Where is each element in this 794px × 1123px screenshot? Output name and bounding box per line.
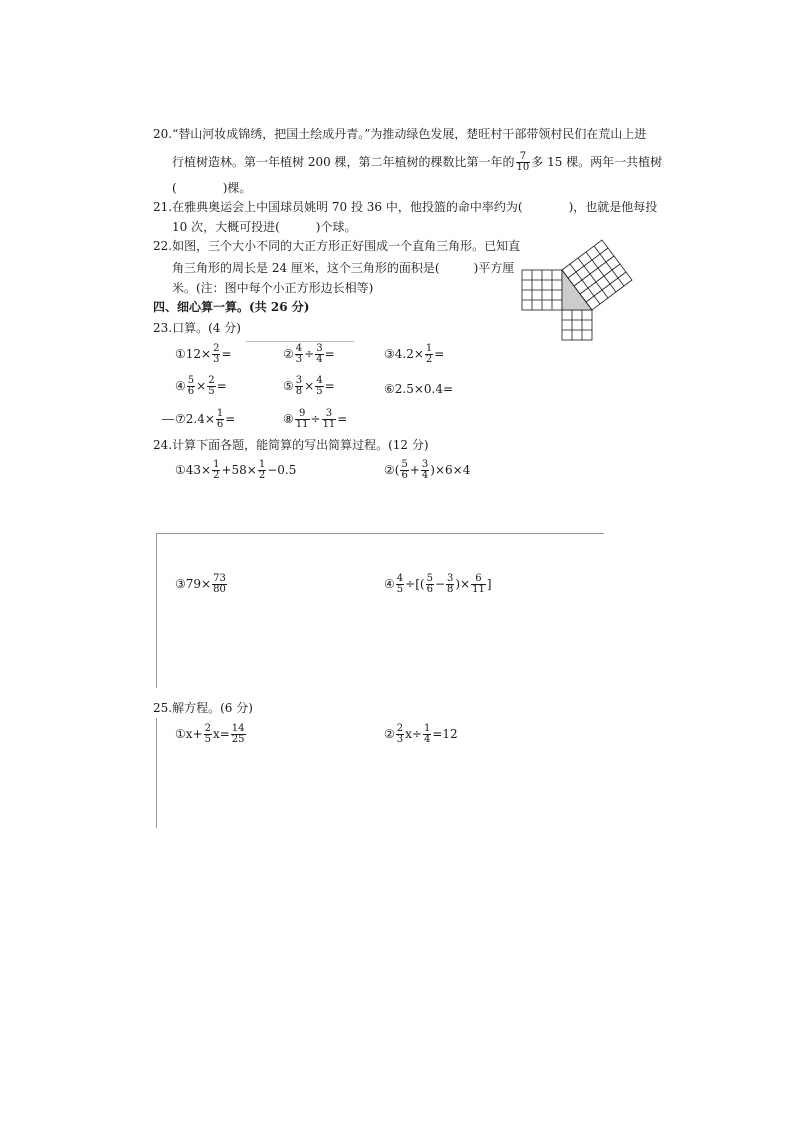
q23-item-7 [175, 409, 235, 430]
q24-item-3-den: 80 [213, 584, 226, 595]
q23-item-8-num-a: 9 [295, 409, 310, 420]
q23-item-5 [283, 376, 335, 397]
left-square-grid [522, 270, 562, 310]
q22-line2-text-b: )平方厘 [473, 261, 515, 275]
q21-line1-text-b: )，也就是他每投 [568, 200, 658, 214]
q20-blank-close: )棵。 [222, 181, 252, 195]
q24-item-2-c: )×6×4 [430, 463, 471, 477]
q23-item-4-pre: ④ [175, 379, 186, 393]
q20-blank-open: ( [172, 181, 177, 195]
q25-item-1-den-a: 5 [204, 734, 211, 745]
q25-item-2-den-a: 3 [396, 734, 404, 745]
scan-border-top [156, 533, 604, 534]
q24-item-1 [175, 460, 296, 481]
q24-item-4-num-d: 6 [471, 574, 486, 585]
q23-item-7-den: 6 [216, 419, 224, 430]
q24-item-2-fraction-a [400, 460, 408, 481]
q24-item-4-c: − [434, 577, 445, 591]
q23-item-3-den: 2 [425, 354, 433, 365]
q25-title: 25.解方程。(6 分) [153, 701, 253, 715]
pythagoras-squares-figure [521, 236, 643, 342]
q23-item-3-num: 1 [425, 343, 433, 354]
q24-item-4-fraction-d [471, 574, 486, 595]
q24-item-2-a: ②( [384, 463, 400, 477]
scan-mark-line [246, 341, 354, 342]
q23-item-1-num: 2 [213, 343, 220, 354]
q24-item-4 [384, 574, 492, 595]
q22-line3: 米。(注：图中每个小正方形边长相等) [172, 281, 374, 295]
q23-item-1-post: = [221, 347, 232, 361]
q21-line2-text-a: 10 次，大概可投进( [172, 220, 280, 234]
q20-fraction-numerator: 7 [516, 152, 531, 163]
q23-item-1-fraction [212, 344, 220, 365]
q23-item-8 [283, 409, 347, 430]
q24-item-3 [175, 574, 228, 595]
q23-item-8-fraction-b [322, 409, 337, 430]
q23-item-4-num-b: 2 [208, 375, 215, 386]
q24-item-1-fraction-a [212, 460, 220, 481]
q25-item-1-fraction-b [231, 724, 246, 745]
q23-item-4-post: = [216, 379, 227, 393]
q23-item-2-num-a: 4 [295, 343, 303, 354]
q24-item-2-den-a: 6 [401, 470, 408, 481]
q23-item-2-den-b: 4 [316, 354, 323, 365]
q23-item-3 [384, 344, 444, 365]
q24-item-1-num-b: 1 [258, 459, 266, 470]
q24-item-4-den-d: 11 [472, 584, 485, 595]
q25-item-2-b: x÷ [405, 727, 422, 741]
q25-item-1-b: x= [212, 727, 230, 741]
q24-item-3-fraction [212, 574, 227, 595]
q23-item-8-post: = [337, 412, 348, 426]
q23-item-8-den-a: 11 [295, 419, 309, 430]
q24-item-2-b: + [409, 463, 420, 477]
q23-item-3-pre: ③4.2× [384, 347, 424, 361]
q25-item-2-num-a: 2 [396, 723, 404, 734]
q23-item-8-num-b: 3 [322, 409, 337, 420]
q23-item-5-num-b: 4 [316, 375, 323, 386]
q22-line2 [172, 260, 514, 276]
q24-item-3-a: ③79× [175, 577, 212, 591]
q21-line1-text-a: 21.在雅典奥运会上中国球员姚明 70 投 36 中，他投篮的命中率约为( [153, 200, 523, 214]
q24-item-4-e: )× [455, 577, 471, 591]
q24-item-4-den-a: 5 [396, 584, 404, 595]
q23-item-5-pre: ⑤ [283, 379, 294, 393]
q23-item-8-fraction-a [295, 409, 310, 430]
q24-item-4-num-c: 3 [447, 573, 454, 584]
q20-line2 [172, 152, 662, 173]
q23-item-4 [175, 376, 227, 397]
q23-item-2-num-b: 3 [316, 343, 323, 354]
q24-item-1-den-b: 2 [258, 470, 266, 481]
q20-fraction [516, 152, 531, 173]
q21-line2-text-b: )个球。 [315, 220, 357, 234]
q23-item-2 [283, 344, 335, 365]
q24-item-4-num-b: 5 [426, 573, 433, 584]
q25-item-2 [384, 724, 458, 745]
q23-item-6-text: ⑥2.5×0.4= [384, 382, 454, 396]
scan-border-left [156, 533, 157, 688]
q25-item-1-den-b: 25 [231, 734, 245, 745]
bottom-square-grid [562, 310, 592, 340]
q24-item-1-c: −0.5 [267, 463, 297, 477]
q24-item-4-num-a: 4 [396, 573, 404, 584]
q24-title: 24.计算下面各题，能简算的写出简算过程。(12 分) [153, 438, 429, 452]
q25-item-1 [175, 724, 247, 745]
q23-item-7-num: 1 [216, 408, 224, 419]
q24-item-4-f: ] [486, 577, 492, 591]
q23-item-4-fraction-a [187, 376, 195, 397]
q23-item-4-num-a: 5 [187, 375, 195, 386]
q23-item-7-post: = [225, 412, 236, 426]
q24-item-4-fraction-b [426, 574, 434, 595]
q23-item-8-den-b: 11 [322, 419, 336, 430]
q23-item-1-pre: ①12× [175, 347, 212, 361]
section-4-heading: 四、细心算一算。(共 26 分) [153, 300, 310, 314]
q24-item-2-num-a: 5 [401, 459, 408, 470]
q23-item-7-fraction [216, 409, 224, 430]
q23-item-1 [175, 344, 232, 365]
scan-border-left-2 [156, 718, 157, 828]
q21-line2 [172, 219, 356, 235]
q25-item-2-fraction-a [396, 724, 404, 745]
q24-item-4-b: ÷[( [405, 577, 425, 591]
q23-item-4-den-a: 6 [187, 386, 195, 397]
scan-mark-dash [162, 419, 174, 420]
q24-item-1-a: ①43× [175, 463, 212, 477]
q23-item-6 [384, 382, 453, 396]
q23-item-2-fraction-b [315, 344, 323, 365]
q25-item-2-c: =12 [432, 727, 458, 741]
q23-item-7-pre: ⑦2.4× [175, 412, 215, 426]
q23-title: 23.口算。(4 分) [153, 321, 241, 335]
q24-item-2 [384, 460, 470, 481]
q25-item-2-fraction-b [423, 724, 431, 745]
q24-item-1-num-a: 1 [213, 459, 220, 470]
q25-item-2-a: ② [384, 727, 395, 741]
q24-item-4-den-c: 8 [447, 584, 454, 595]
q24-item-4-fraction-c [446, 574, 454, 595]
q25-item-1-num-a: 2 [204, 723, 211, 734]
q23-item-8-op: ÷ [310, 412, 321, 426]
q24-item-1-b: +58× [221, 463, 257, 477]
q24-item-1-fraction-b [258, 460, 266, 481]
q23-item-5-den-a: 8 [295, 386, 303, 397]
q23-item-5-op: × [304, 379, 315, 393]
q23-item-5-fraction-a [295, 376, 303, 397]
q23-item-4-op: × [196, 379, 207, 393]
q25-item-2-num-b: 1 [423, 723, 431, 734]
q23-item-2-fraction-a [295, 344, 303, 365]
q23-item-3-fraction [425, 344, 433, 365]
q23-item-2-op: ÷ [304, 347, 315, 361]
q25-item-1-a: ①x+ [175, 727, 203, 741]
q23-item-4-fraction-b [207, 376, 215, 397]
q23-item-5-fraction-b [315, 376, 323, 397]
q22-line1: 22.如图，三个大小不同的大正方形正好围成一个直角三角形。已知直 [153, 239, 521, 253]
q24-item-4-den-b: 6 [426, 584, 433, 595]
q23-item-3-post: = [434, 347, 445, 361]
q24-item-2-num-b: 3 [421, 459, 429, 470]
q25-item-1-num-b: 14 [231, 723, 245, 734]
q24-item-4-a: ④ [384, 577, 395, 591]
q23-item-2-den-a: 3 [295, 354, 303, 365]
q20-line2-text-b: 多 15 棵。两年一共植树 [531, 155, 663, 169]
q23-item-2-pre: ② [283, 347, 294, 361]
q24-item-1-den-a: 2 [213, 470, 220, 481]
q25-item-1-fraction-a [204, 724, 212, 745]
q24-item-2-den-b: 4 [421, 470, 429, 481]
q20-line1: 20.“替山河妆成锦绣，把国土绘成丹青。”为推动绿色发展，楚旺村干部带领村民们在荒山上进 [153, 127, 647, 141]
q21-line1 [153, 199, 657, 215]
q20-line2-text-a: 行植树造林。第一年植树 200 棵，第二年植树的棵数比第一年的 [172, 155, 515, 169]
q23-item-4-den-b: 5 [208, 386, 215, 397]
q24-item-3-num: 73 [213, 573, 226, 584]
q25-item-2-den-b: 4 [423, 734, 431, 745]
q24-item-4-fraction-a [396, 574, 404, 595]
q20-line3 [172, 180, 251, 196]
q23-item-5-den-b: 5 [316, 386, 323, 397]
q23-item-8-pre: ⑧ [283, 412, 294, 426]
q23-item-5-num-a: 3 [295, 375, 303, 386]
q23-item-1-den: 3 [213, 354, 220, 365]
q23-item-2-post: = [324, 347, 335, 361]
q23-item-5-post: = [324, 379, 335, 393]
q24-item-2-fraction-b [421, 460, 429, 481]
q20-fraction-denominator: 10 [516, 162, 530, 173]
q22-line2-text-a: 角三角形的周长是 24 厘米，这个三角形的面积是( [172, 261, 440, 275]
